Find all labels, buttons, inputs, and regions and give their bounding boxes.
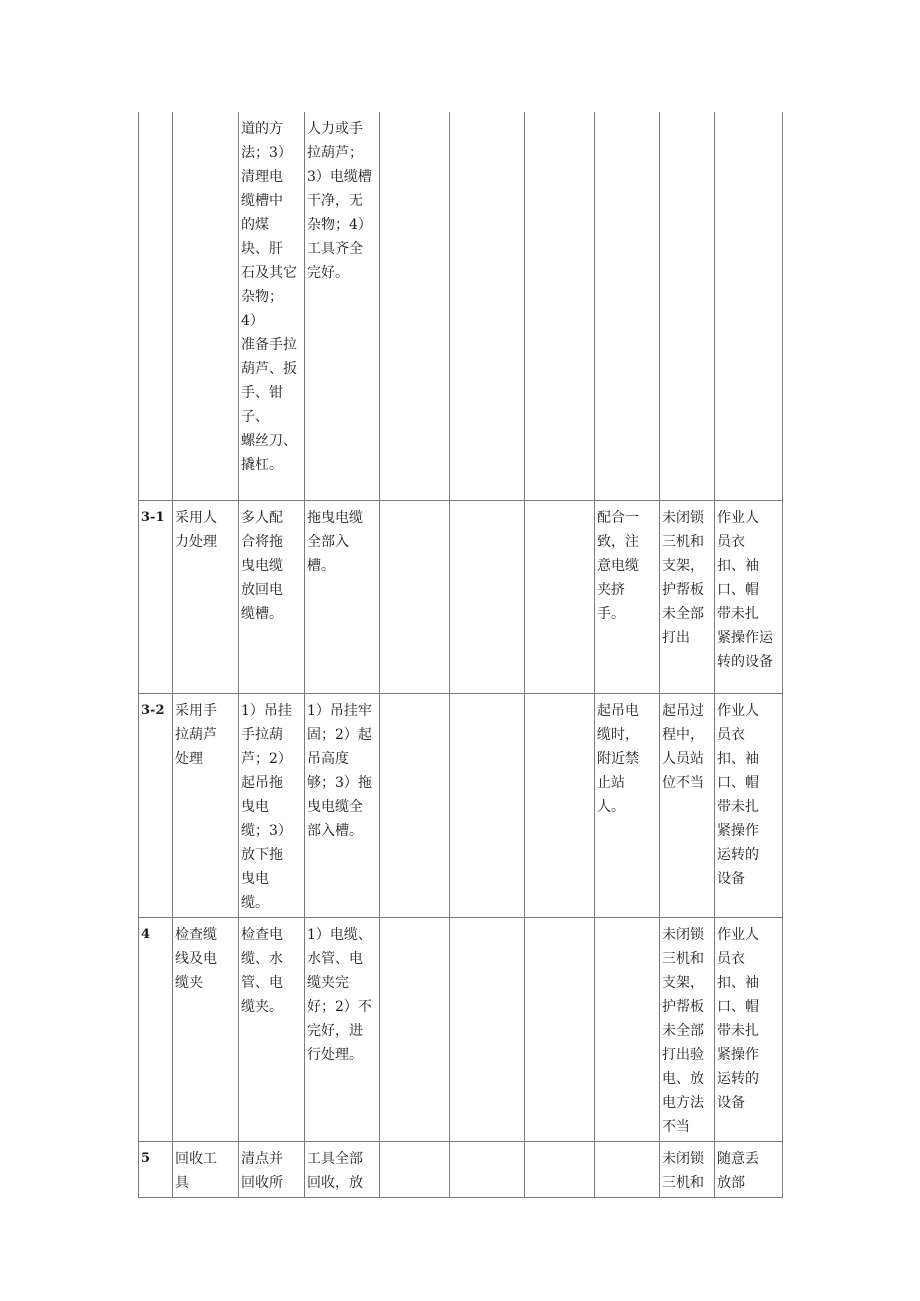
step-number-cell: 3-2	[139, 693, 173, 917]
violation-cell	[715, 112, 783, 500]
hazard-cell: 未闭锁 三机和	[660, 1141, 715, 1197]
empty-cell	[450, 693, 525, 917]
safety-note-cell	[595, 1141, 660, 1197]
step-name-cell	[173, 112, 239, 500]
step-number-cell	[139, 112, 173, 500]
empty-cell	[380, 693, 450, 917]
empty-cell	[450, 112, 525, 500]
step-name-cell: 采用人 力处理	[173, 500, 239, 693]
empty-cell	[380, 500, 450, 693]
step-name-cell: 采用手 拉葫芦 处理	[173, 693, 239, 917]
step-number-cell: 3-1	[139, 500, 173, 693]
safety-note-cell	[595, 917, 660, 1141]
hazard-cell: 起吊过 程中， 人员站 位不当	[660, 693, 715, 917]
violation-cell: 随意丢 放部	[715, 1141, 783, 1197]
step-standard-cell: 1）吊挂牢 固；2）起 吊高度 够；3）拖 曳电缆全 部入槽。	[305, 693, 380, 917]
table-row	[139, 917, 783, 1141]
hazard-cell: 未闭锁 三机和 支架， 护帮板 未全部 打出验 电、放 电方法 不当	[660, 917, 715, 1141]
hazard-cell	[660, 112, 715, 500]
table-row	[139, 1141, 783, 1197]
empty-cell	[380, 917, 450, 1141]
hazard-cell: 未闭锁 三机和 支架， 护帮板 未全部 打出	[660, 500, 715, 693]
empty-cell	[380, 1141, 450, 1197]
violation-cell: 作业人 员衣 扣、袖 口、帽 带未扎 紧操作 运转的 设备	[715, 917, 783, 1141]
safety-note-cell	[595, 112, 660, 500]
safety-note-cell: 配合一 致，注 意电缆 夹挤 手。	[595, 500, 660, 693]
empty-cell	[380, 112, 450, 500]
step-number-cell: 4	[139, 917, 173, 1141]
step-standard-cell: 1）电缆、 水管、电 缆夹完 好；2）不 完好，进 行处理。	[305, 917, 380, 1141]
step-standard-cell: 人力或手 拉葫芦； 3）电缆槽 干净，无 杂物；4） 工具齐全 完好。	[305, 112, 380, 500]
empty-cell	[450, 917, 525, 1141]
empty-cell	[450, 500, 525, 693]
step-method-cell: 道的方 法；3） 清理电 缆槽中 的煤 块、肝 石及其它 杂物；4） 准备手拉 葫芦、扳 手、钳子、 螺丝刀、 撬杠。	[239, 112, 305, 500]
step-method-cell: 1）吊挂 手拉葫 芦；2） 起吊拖 曳电 缆；3） 放下拖 曳电 缆。	[239, 693, 305, 917]
empty-cell	[525, 112, 595, 500]
empty-cell	[525, 500, 595, 693]
step-standard-cell: 工具全部 回收，放	[305, 1141, 380, 1197]
procedure-table	[138, 112, 783, 1198]
step-standard-cell: 拖曳电缆 全部入 槽。	[305, 500, 380, 693]
violation-cell: 作业人 员衣 扣、袖 口、帽 带未扎 紧操作运 转的设备	[715, 500, 783, 693]
violation-cell: 作业人 员衣 扣、袖 口、帽 带未扎 紧操作 运转的 设备	[715, 693, 783, 917]
empty-cell	[525, 693, 595, 917]
step-method-cell: 清点并 回收所	[239, 1141, 305, 1197]
safety-note-cell: 起吊电 缆时， 附近禁 止站 人。	[595, 693, 660, 917]
table-row	[139, 693, 783, 917]
step-method-cell: 检查电 缆、水 管、电 缆夹。	[239, 917, 305, 1141]
step-number-cell: 5	[139, 1141, 173, 1197]
table-row	[139, 500, 783, 693]
step-name-cell: 检查缆 线及电 缆夹	[173, 917, 239, 1141]
empty-cell	[450, 1141, 525, 1197]
step-method-cell: 多人配 合将拖 曳电缆 放回电 缆槽。	[239, 500, 305, 693]
table-row	[139, 112, 783, 500]
empty-cell	[525, 1141, 595, 1197]
empty-cell	[525, 917, 595, 1141]
step-name-cell: 回收工 具	[173, 1141, 239, 1197]
